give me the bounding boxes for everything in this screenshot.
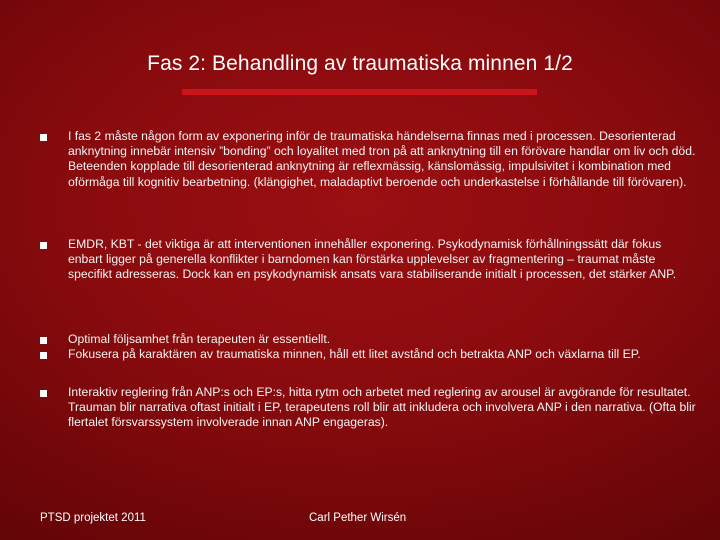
bullet-marker — [40, 134, 47, 141]
footer-author: Carl Pether Wirsén — [309, 512, 407, 524]
bullet-marker — [40, 390, 47, 397]
bullet-marker — [40, 337, 47, 344]
bullet-text: Fokusera på karaktären av traumatiska minnen, håll ett litet avstånd och betrakta ANP och växlarna till EP. — [68, 347, 641, 361]
bullet-marker — [40, 242, 47, 249]
bullet-text: Optimal följsamhet från terapeuten är essentiellt. — [68, 332, 331, 346]
bullet-marker — [40, 352, 47, 359]
footer-left: PTSD projektet 2011 — [40, 512, 146, 524]
bullet-text: Interaktiv reglering från ANP:s och EP:s, hitta rytm och arbetet med reglering av arousel är avgörande för resultatet. Trauman blir narrativa oftast initialt i EP, terapeutens roll blir att inkludera och involvera ANP i den narrativa. (Ofta blir flertalet försvarssystem involverade innan ANP engageras). — [68, 385, 696, 430]
bullet-text: EMDR, KBT - det viktiga är att interventionen innehåller exponering. Psykodynamisk förhållningssätt där fokus enbart ligger på generella konflikter i barndomen kan förstärka upplevelser av fragmentering – traumat måste specifikt adresseras. Dock kan en psykodynamisk ansats vara stabiliserande initialt i processen, det stärker ANP. — [68, 237, 677, 282]
slide-title: Fas 2: Behandling av traumatiska minnen 1/2 — [147, 52, 573, 75]
bullet-text: I fas 2 måste någon form av exponering inför de traumatiska händelserna finnas med i processen. Desorienterad anknytning innebär intensiv ”bonding” och loyalitet med tron på att anknytning till en förövare handlar om liv och död. Beteenden kopplade till desorienterad anknytning är reflexmässig, känslomässig, impulsivitet i kombination med oförmåga till kognitiv bearbetning. (klängighet, maladaptivt beroende och underkastelse i förhållande till förövaren). — [68, 129, 696, 189]
